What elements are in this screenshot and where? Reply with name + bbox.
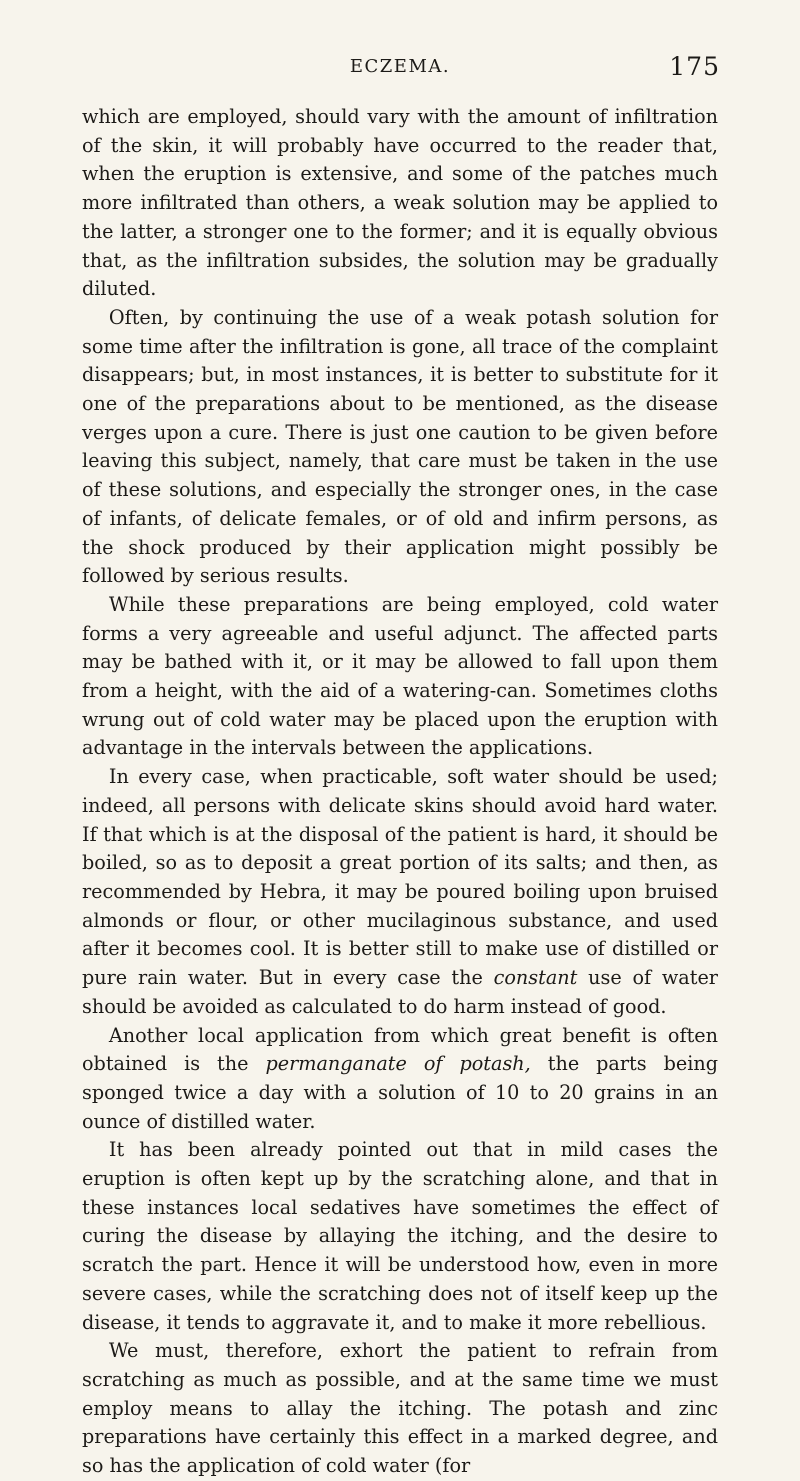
emphasis-text: permanganate of potash,	[265, 1052, 531, 1076]
paragraph-text: use of water should be avoided as calculated to do harm instead of good.	[82, 966, 718, 1018]
paragraph-text: Another local application from which great benefit is often obtained is the	[82, 1023, 718, 1076]
running-head	[0, 52, 800, 82]
paragraph-exhort: We must, therefore, exhort the patient to refrain from scratching as much as possible, and at the same time we must employ means to allay the itching. The potash and zinc preparations have certainly this effect in a marked degree, and so has the application of cold water (for	[82, 1339, 718, 1478]
paragraph-weak-potash: Often, by continuing the use of a weak potash solution for some time after the infiltration is gone, all trace of the complaint disappears; but, in most instances, it is better to substitute for it one of the preparations about to be mentioned, as the disease verges upon a cure. There is just one caution to be given before leaving this subject, namely, that care must be taken in the use of these solutions, and especially the stronger ones, in the case of infants, of delicate females, or of old and infirm persons, as the shock produced by their application might possibly be followed by serious results.	[82, 305, 718, 588]
paragraph-permanganate	[82, 1022, 718, 1137]
body-text	[82, 103, 718, 1481]
paragraph-cold-water: While these preparations are being employed, cold water forms a very agreeable and useful adjunct. The affected parts may be bathed with it, or it may be allowed to fall upon them from a height, with the aid of a watering-can. Sometimes cloths wrung out of cold water may be placed upon the eruption with advantage in the intervals between the applications.	[82, 592, 718, 760]
paragraph-text: the parts being sponged twice a day with a solution of 10 to 20 grains in an ounce of distilled water.	[82, 1052, 718, 1133]
running-title: ECZEMA.	[349, 56, 451, 77]
paragraph-soft-water	[82, 763, 718, 1021]
page-number: 175	[669, 52, 720, 81]
paragraph-text: In every case, when practicable, soft water should be used; indeed, all persons with delicate skins should avoid hard water. If that which is at the disposal of the patient is hard, it should be boiled, so as to deposit a great portion of its salts; and then, as recommended by Hebra, it may be poured boiling upon bruised almonds or flour, or other mucilaginous substance, and used after it becomes cool. It is better still to make use of distilled or pure rain water. But in every case the	[82, 765, 718, 990]
emphasis-text: constant	[493, 966, 578, 990]
paragraph-continuation: which are employed, should vary with the amount of infiltration of the skin, it will probably have occurred to the reader that, when the eruption is extensive, and some of the patches much more infiltrated than others, a weak solution may be applied to the latter, a stronger one to the former; and it is equally obvious that, as the infiltration subsides, the solution may be gradually diluted.	[82, 105, 718, 301]
paragraph-scratching: It has been already pointed out that in mild cases the eruption is often kept up by the scratching alone, and that in these instances local sedatives have sometimes the effect of curing the disease by allaying the itching, and the desire to scratch the part. Hence it will be understood how, even in more severe cases, while the scratching does not of itself keep up the disease, it tends to aggravate it, and to make it more rebellious.	[82, 1138, 718, 1334]
